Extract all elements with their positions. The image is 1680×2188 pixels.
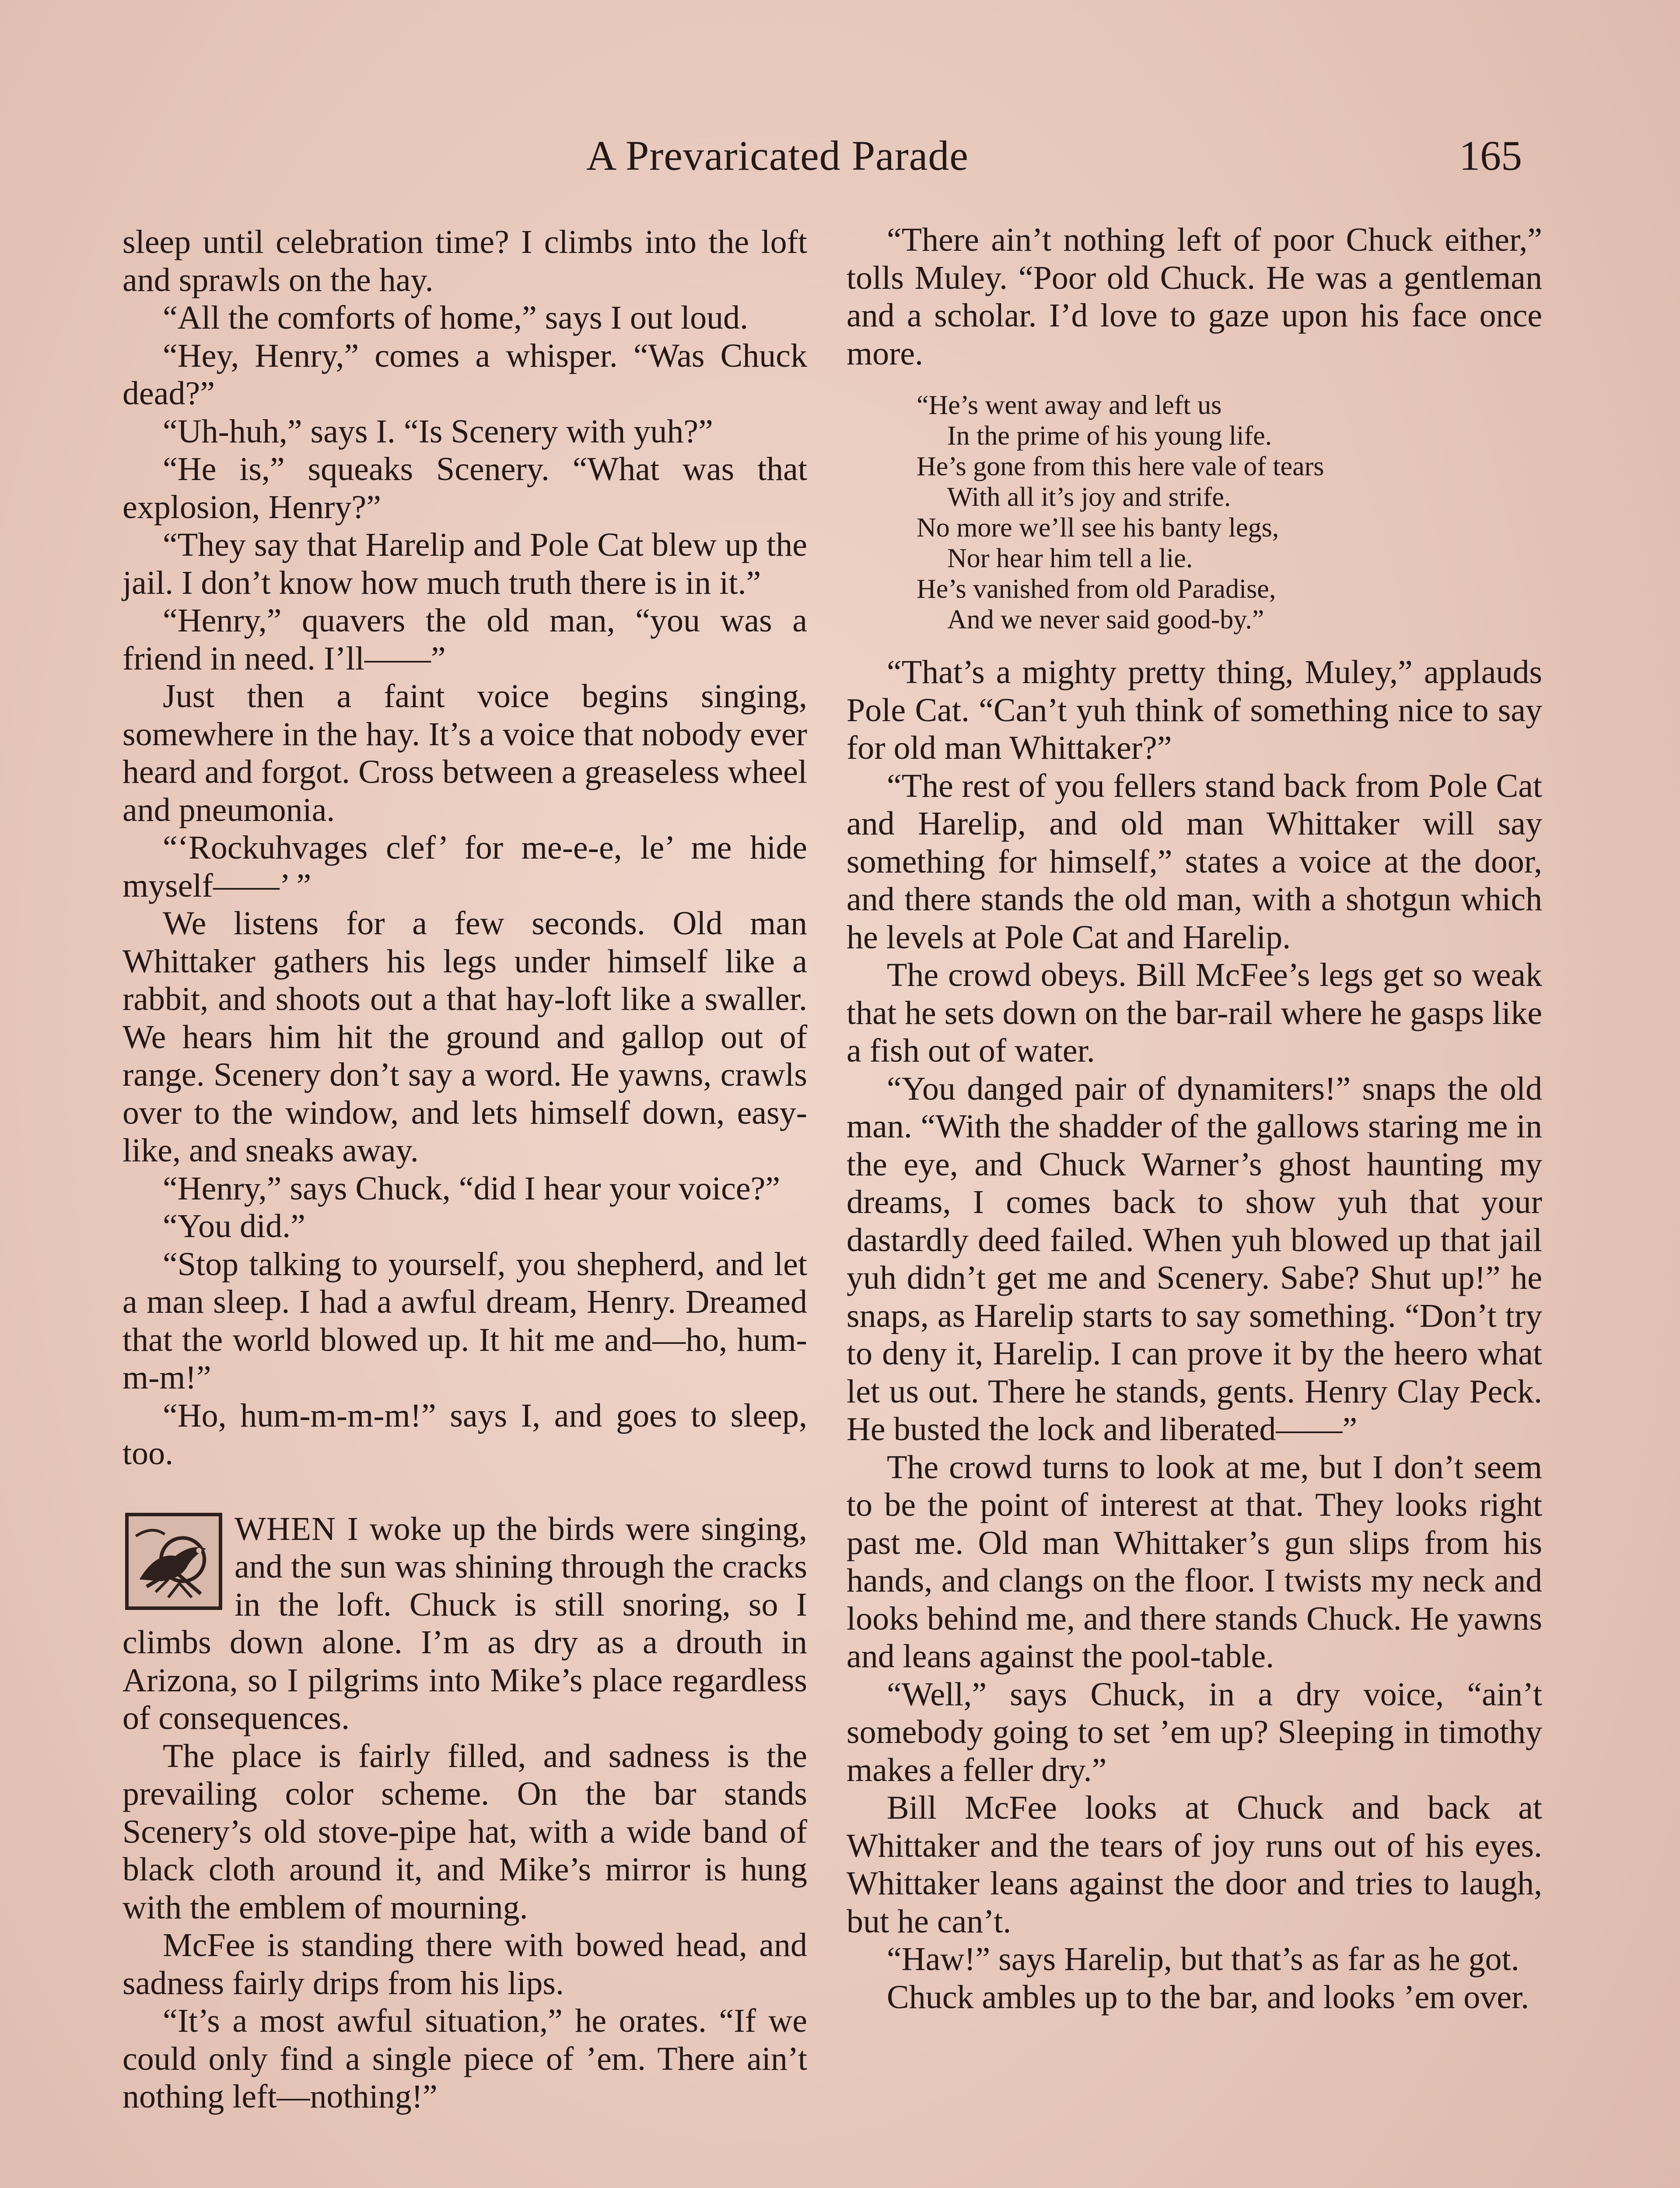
poem-line: Nor hear him tell a lie.: [947, 543, 1193, 573]
paragraph: We listens for a few seconds. Old man Whittaker gathers his legs under himself like a rabbit, and shoots out a that hay-loft like a swaller. We hears him hit the ground and gallop out of range. Scenery don’t say a word. He yawns, crawls over to the window, and lets himself down, easy-like, and sneaks away.: [122, 905, 807, 1169]
paragraph: The crowd obeys. Bill McFee’s legs get so weak that he sets down on the bar-rail where he gasps like a fish out of water.: [847, 957, 1542, 1069]
paragraph: “Henry,” quavers the old man, “you was a friend in need. I’ll——”: [122, 602, 807, 677]
paragraph: Chuck ambles up to the bar, and looks ’em over.: [887, 1978, 1530, 2016]
paragraph: The crowd turns to look at me, but I don’t seem to be the point of interest at that. They looks right past me. Old man Whittaker’s gun slips from his hands, and clangs on the floor. I twists my neck and looks behind me, and there stands Chuck. He yawns and leans against the pool-table.: [847, 1448, 1542, 1675]
paragraph: “Well,” says Chuck, in a dry voice, “ain’t somebody going to set ’em up? Sleeping in timothy makes a feller dry.”: [847, 1676, 1542, 1788]
paragraph: “You danged pair of dynamiters!” snaps the old man. “With the shadder of the gallows staring me in the eye, and Chuck Warner’s ghost haunting my dreams, I comes back to show yuh that your dastardly deed failed. When yuh blowed up that jail yuh didn’t get me and Scenery. Sabe? Shut up!” he snaps, as Harelip starts to say something. “Don’t try to deny it, Harelip. I can prove it by the heero what let us out. There he stands, gents. Henry Clay Peck. He busted the lock and liberated——”: [847, 1070, 1542, 1448]
paragraph: “Hey, Henry,” comes a whisper. “Was Chuck dead?”: [122, 337, 807, 412]
section-opening-text: woke up the birds were singing, and the sun was shining through the cracks in the loft. Chuck is still snoring, so I climbs down alone. I’m as dry as a drouth in Arizona, so I pilgrims into Mike’s place regardless of consequences.: [122, 1510, 808, 1736]
paragraph: “Stop talking to yourself, you shepherd, and let a man sleep. I had a awful dream, Henry. Dreamed that the world blowed up. It hit me and—ho, hum-m-m!”: [122, 1245, 807, 1396]
poem-line: He’s vanished from old Paradise,: [917, 574, 1276, 604]
paragraph: “Haw!” says Harelip, but that’s as far as he got.: [887, 1941, 1519, 1978]
left-column: [122, 223, 807, 2116]
right-column: [847, 221, 1542, 2016]
paragraph: “You did.”: [163, 1208, 305, 1245]
section-first-word: WHEN I: [234, 1510, 359, 1547]
running-title: A Prevaricated Parade: [586, 132, 969, 179]
poem-line: In the prime of his young life.: [947, 421, 1272, 451]
paragraph: McFee is standing there with bowed head, and sadness fairly drips from his lips.: [122, 1927, 807, 2002]
bird-woodcut-icon: [125, 1513, 222, 1610]
poem-line: “He’s went away and left us: [917, 390, 1222, 420]
paragraph: “They say that Harelip and Pole Cat blew up the jail. I don’t know how much truth there is in it.”: [122, 526, 807, 601]
paragraph: “Uh-huh,” says I. “Is Scenery with yuh?”: [163, 413, 713, 450]
paragraph: “He is,” squeaks Scenery. “What was that explosion, Henry?”: [122, 451, 807, 526]
poem-line: No more we’ll see his banty legs,: [917, 513, 1279, 543]
paragraph: “All the comforts of home,” says I out loud.: [163, 299, 749, 336]
paragraph: “‘Rockuhvages clef’ for me-e-e, le’ me hide myself——’ ”: [122, 829, 807, 904]
poem: [917, 390, 1542, 635]
poem-line: And we never said good-by.”: [947, 605, 1264, 635]
paragraph: “The rest of you fellers stand back from Pole Cat and Harelip, and old man Whittaker will say something for himself,” states a voice at the door, and there stands the old man, with a shotgun which he levels at Pole Cat and Harelip.: [847, 767, 1542, 956]
paragraph: “Ho, hum-m-m-m!” says I, and goes to sleep, too.: [122, 1397, 807, 1472]
poem-line: With all it’s joy and strife.: [947, 482, 1231, 512]
page-header: [0, 131, 1680, 184]
paragraph: sleep until celebration time? I climbs into the loft and sprawls on the hay.: [122, 224, 807, 298]
poem-line: He’s gone from this here vale of tears: [917, 452, 1324, 481]
paragraph: “There ain’t nothing left of poor Chuck either,” tolls Muley. “Poor old Chuck. He was a gentleman and a scholar. I’d love to gaze upon his face once more.: [847, 221, 1542, 372]
paragraph: The place is fairly filled, and sadness is the prevailing color scheme. On the bar stands Scenery’s old stove-pipe hat, with a wide band of black cloth around it, and Mike’s mirror is hung with the emblem of mourning.: [122, 1737, 807, 1926]
section-opening-paragraph: [122, 1510, 807, 1737]
paragraph: “It’s a most awful situation,” he orates. “If we could only find a single piece of ’em. There ain’t nothing left—nothing!”: [122, 2002, 807, 2115]
paragraph: “Henry,” says Chuck, “did I hear your voice?”: [163, 1170, 780, 1207]
paragraph: Just then a faint voice begins singing, somewhere in the hay. It’s a voice that nobody ever heard and forgot. Cross between a greaseless wheel and pneumonia.: [122, 678, 807, 828]
paragraph: Bill McFee looks at Chuck and back at Whittaker and the tears of joy runs out of his eyes. Whittaker leans against the door and tries to laugh, but he can’t.: [847, 1789, 1542, 1940]
page-number: 165: [1459, 132, 1522, 179]
paragraph: “That’s a mighty pretty thing, Muley,” applauds Pole Cat. “Can’t yuh think of something nice to say for old man Whittaker?”: [847, 654, 1542, 766]
